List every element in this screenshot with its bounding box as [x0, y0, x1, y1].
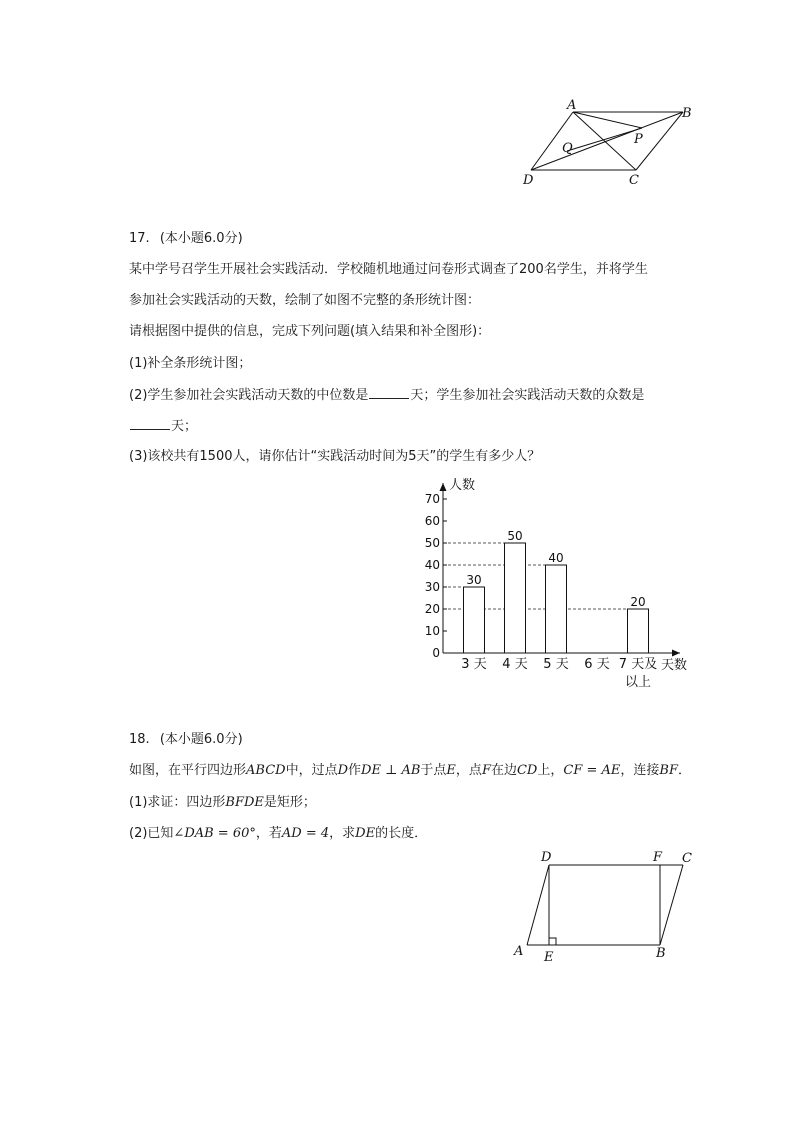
bar-chart: [415, 475, 700, 695]
math-expression: E: [446, 763, 456, 778]
q17-part-3: (3)该校共有1500人，请你估计“实践活动时间为5天”的学生有多少人？: [129, 449, 541, 464]
category-label: 6 天: [584, 657, 610, 672]
q18-number: 18.: [129, 732, 150, 747]
text-segment: (1)求证：四边形: [129, 795, 226, 810]
label-b: B: [682, 106, 692, 121]
q18-line-1: [129, 762, 691, 780]
math-expression: BF: [659, 763, 678, 778]
bar-value-label: 30: [466, 573, 482, 587]
bar-value-label: 50: [507, 529, 523, 543]
q18-score: (本小题6.0分): [159, 732, 243, 747]
label-q: Q: [562, 141, 573, 156]
math-expression: D: [337, 763, 349, 778]
label-c: C: [629, 173, 639, 188]
category-label: 以上: [624, 675, 652, 690]
text-segment: (2)已知: [129, 826, 174, 841]
x-axis-label: 天数: [661, 658, 688, 673]
bar-2: [505, 543, 526, 653]
q17-number: 17.: [129, 231, 150, 246]
y-tick-label: 10: [424, 624, 440, 638]
q18-part-2: [129, 825, 427, 843]
label-e: E: [544, 950, 554, 965]
q17-line-3: 请根据图中提供的信息，完成下列问题(填入结果和补全图形)：: [129, 324, 491, 339]
math-expression: DE: [355, 826, 376, 841]
math-expression: ∠DAB = 60°: [173, 826, 256, 841]
label-a: A: [567, 98, 577, 113]
text-segment: 作: [348, 763, 362, 778]
label-a2: A: [514, 944, 524, 959]
y-axis-label: 人数: [449, 478, 476, 493]
x-axis-arrow: [672, 650, 680, 657]
q17-part-2-c: 天；: [171, 419, 198, 434]
bar-3: [546, 565, 567, 653]
y-tick-label: 50: [424, 536, 440, 550]
parallelogram-apbq-figure: [515, 95, 700, 190]
y-tick-label: 0: [432, 646, 440, 660]
bar-5: [628, 609, 649, 653]
text-segment: ．: [677, 763, 691, 778]
q17-part-1: (1)补全条形统计图；: [129, 356, 252, 371]
q17-line-1: 某中学号召学生开展社会实践活动．学校随机地通过问卷形式调查了200名学生，并将学生: [129, 262, 648, 277]
y-tick-label: 40: [424, 558, 440, 572]
text-segment: ，连接: [620, 763, 660, 778]
q17-score: (本小题6.0分): [159, 231, 243, 246]
parallelogram-abcd-rectangle-figure: [505, 845, 705, 970]
y-tick-label: 70: [424, 492, 440, 506]
y-tick-label: 20: [424, 602, 440, 616]
label-d2: D: [541, 850, 552, 865]
q17-line-2: 参加社会实践活动的天数，绘制了如图不完整的条形统计图：: [129, 293, 481, 308]
text-segment: 中，过点: [285, 763, 338, 778]
q18-header: [129, 731, 243, 749]
text-segment: ，点: [455, 763, 482, 778]
math-expression: CF = AE: [563, 763, 621, 778]
median-answer-blank[interactable]: [369, 386, 409, 399]
label-f: F: [653, 850, 663, 865]
label-b2: B: [656, 946, 666, 961]
math-expression: DE ⊥ AB: [361, 763, 421, 778]
math-expression: AD = 4: [281, 826, 330, 841]
text-segment: 上，: [537, 763, 564, 778]
text-segment: 的长度．: [375, 826, 428, 841]
y-tick-label: 60: [424, 514, 440, 528]
category-label: 5 天: [543, 657, 569, 672]
text-segment: 在边: [490, 763, 517, 778]
q18-part-1: [129, 794, 316, 812]
math-expression: F: [481, 763, 491, 778]
q17-part-2-a: (2)学生参加社会实践活动天数的中位数是: [129, 388, 369, 403]
mode-answer-blank[interactable]: [130, 417, 170, 430]
math-expression: ABCD: [246, 763, 286, 778]
bar-1: [464, 587, 485, 653]
y-tick-label: 30: [424, 580, 440, 594]
math-expression: CD: [516, 763, 538, 778]
label-c2: C: [682, 851, 692, 866]
label-p: P: [634, 132, 643, 147]
category-label: 4 天: [502, 657, 528, 672]
category-label: 7 天及: [618, 657, 658, 672]
text-segment: ，若: [255, 826, 282, 841]
text-segment: 是矩形；: [263, 795, 316, 810]
y-axis-arrow: [440, 483, 447, 491]
text-segment: 如图，在平行四边形: [129, 763, 247, 778]
q17-header: [129, 230, 243, 248]
bar-value-label: 40: [548, 551, 564, 565]
q17-part-2: [129, 386, 644, 405]
category-label: 3 天: [461, 657, 487, 672]
q17-part-2-b: 天；学生参加社会实践活动天数的众数是: [410, 388, 645, 403]
label-d: D: [523, 173, 534, 188]
bar-value-label: 20: [630, 595, 646, 609]
text-segment: 于点: [420, 763, 447, 778]
q17-part-2-cont: [129, 417, 197, 436]
math-expression: BFDE: [225, 795, 264, 810]
text-segment: ，求: [329, 826, 356, 841]
